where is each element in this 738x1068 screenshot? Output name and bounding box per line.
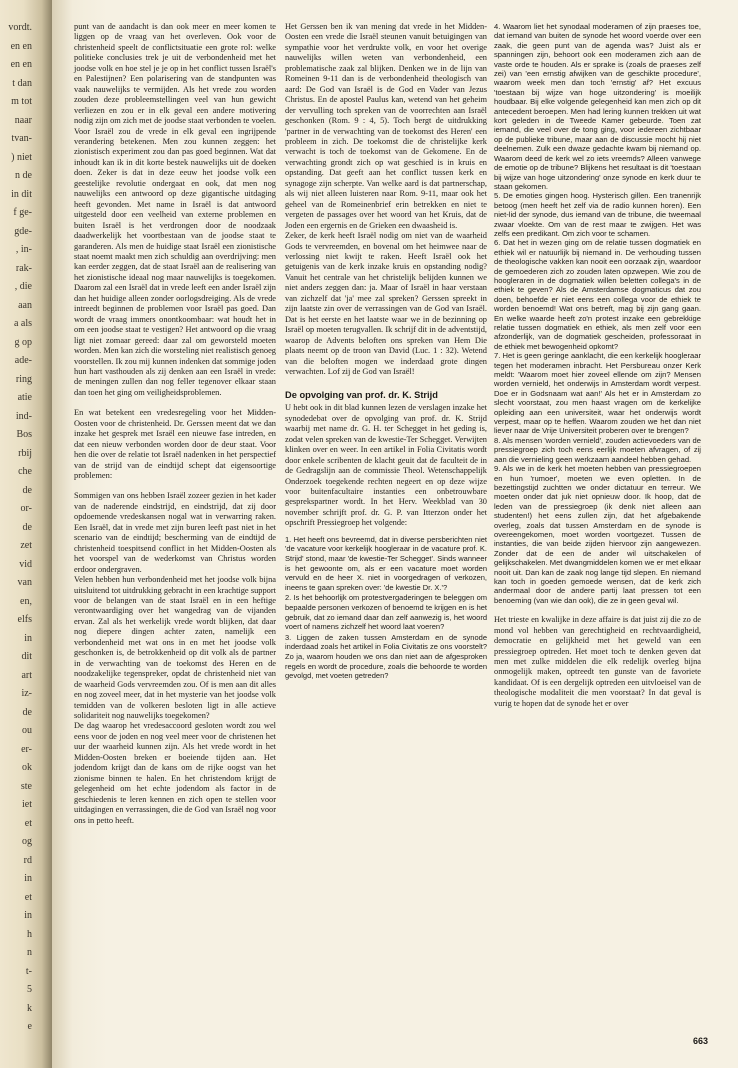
spine-fragment: g op xyxy=(14,336,32,348)
spine-fragment: er- xyxy=(21,743,32,755)
spine-fragment: or- xyxy=(20,503,32,515)
spine-fragment: in dit xyxy=(11,188,32,200)
section-heading: De opvolging van prof. dr. K. Strijd xyxy=(285,390,438,401)
spine-fragment: ou xyxy=(22,725,32,737)
spine-fragment: Bos xyxy=(16,429,32,441)
spine-fragment: ste xyxy=(20,780,32,792)
quote-item: 6. Dat het in wezen ging om de relatie tussen dogmatiek en ethiek wil er natuurlijk bij niemand in. De verhouding tussen de theologische vakken kan nooit een oorzaak zijn, waardoor de gemoederen zich zo zouden laten opzwepen. Wie zou de hoogleraren in de dogmatiek willen beletten collega's in de ethiek te geven? Als de Amsterdamse dogmaticus dat zou doen, behoefde er niet eens een collega voor de ethiek te worden benoemd! Wat ons betreft, mag bij zijn gang gaan. En welke waarde heeft zo'n protest inzake een gebrekkige relatie tussen dogmatiek en ethiek, als men zelf voor een afzonderlijk, van de dogmatiek gescheiden, professoraat in de ethiek met bewogenheid opkomt? xyxy=(494,238,701,351)
spine-fragment: h xyxy=(27,928,32,940)
quote-item: 1. Het heeft ons bevreemd, dat in diverse persberichten niet 'de vacature voor kerkelijk hoogleraar in de vacature prof. K. Strijd' stond, maar 'de kwestie-Ter Schegget'. Sinds wanneer is het gewoonte om, als er een vacature moet worden vervuld en de heer X. niet in voorgedragen of verkozen, ineens te gaan spreken over: 'de kwestie Dr. X.'? xyxy=(285,534,487,592)
spine-fragment: ade- xyxy=(14,355,32,367)
spine-fragment: a als xyxy=(13,318,32,330)
column-middle xyxy=(285,22,487,682)
spine-fragment: rbij xyxy=(18,447,32,459)
quote-item: 3. Liggen de zaken tussen Amsterdam en de synode inderdaad zoals het artikel in Folia Civitatis ze ons voorstelt? Zo ja, waarom houden we ons dan niet aan de afgesproken regels en wordt de procedure, zoals die behoorde te worden gevolgd, met voeten getreden? xyxy=(285,632,487,681)
spine-fragment: vordt. xyxy=(8,22,32,33)
quote-item: 7. Het is geen geringe aanklacht, die een kerkelijk hoogleraar tegen het moderamen inbracht. Het Persbureau onzer Kerk meldt: 'Waarom moet hier zoveel ellende om zijn? Mensen worden vernield, het onderwijs in Amsterdam wordt verpest. Doe er in Godsnaam wat aan!' Als het er in Amsterdam zo slecht voorstaat, zou men haast vragen om de kerkelijke opleiding aan een universiteit, waar het onderwijs wordt verpest, maar op te heffen. Waarom zouden we het dan niet liever naar de Vrije Universiteit proberen over te brengen? xyxy=(494,351,701,436)
spine-fragment: aan xyxy=(18,299,32,311)
spine-fragment: rak- xyxy=(15,262,32,274)
spine-fragment: en, xyxy=(20,595,32,607)
spine-fragment: iet xyxy=(22,799,32,811)
spine-fragment: k xyxy=(27,1002,32,1014)
quoted-text xyxy=(285,535,487,681)
spine-fragment: m tot xyxy=(11,96,32,108)
spine-fragment: t- xyxy=(25,965,32,977)
spine-fragment: de xyxy=(22,484,32,496)
column-right xyxy=(494,22,701,709)
quote-item: 2. Is het behoorlijk om protestvergaderingen te beleggen om bepaalde personen verkozen of benoemd te krijgen en is het gebruik, dat zo iemand daar dan zelf aanwezig is, het woord voert of namens zichzelf het woord laat voeren? xyxy=(285,593,487,632)
quoted-text xyxy=(494,22,701,605)
spine-fragment: f ge- xyxy=(13,207,32,219)
spine-fragment: elfs xyxy=(17,614,32,626)
spine-fragment: et xyxy=(24,891,32,903)
spine-fragment: ok xyxy=(22,762,32,774)
spine-fragment: naar xyxy=(14,114,32,126)
spine-fragment: che xyxy=(18,466,32,478)
spine-fragment: tvan- xyxy=(11,133,32,145)
spine-fragment: de xyxy=(22,706,32,718)
paragraph: punt van de aandacht is dan ook meer en meer komen te liggen op de vraag van het overleven. Ook voor de christenheid speelt de conflictsituatie een grote rol: welke politieke conclusies trek je uit de verbondenheid met het joodse volk en hoe stel je je op in het conflict tussen Israël's en Palestijnen? Een polarisering van de standpunten was vaak nauwelijks te vermijden. Als het vrede zou worden zouden deze probleemstellingen veel van hun gewicht verliezen en zou er in elk geval een andere motivering nodig zijn om zich met de joodse staat verbonden te voelen. Voor Israël zou de vrede in elk geval een ingrijpende verandering betekenen. Men zou kunnen zeggen: het zionistisch experiment zou dan pas goed beginnen. Wat dat inhoudt kan ik in dit korte bestek nauwelijks uit de doeken doen. Zeker is dat in deze eeuw het joodse volk een geestelijke revolutie ondergaat en ook, dat men nog nauwelijks een antwoord op deze gigantische uitdaging heeft gevonden. Met name in Israël is dat antwoord uitgesteld door een veelheid van externe problemen en buiten Israël is het verdrongen door de noodzaak daadwerkelijk het voortbestaan van de joodse staat te garanderen. Als men de huidige staat Israël een zionistische staat noemt maakt men zich schuldig aan overdrijving: men kan eerder zeggen, dat de staat Israël aan de realisering van het zionistische ideaal nog maar nauwelijks is toegekomen. Daarom zal een Israël dat in vrede leeft een ander Israël zijn dan het huidige alleen zonder oorlogsdreiging. Als de vrede intreedt beginnen de problemen voor Israël pas goed. Dan wordt de vraag immers onontkoombaar: wat houdt het in om een joodse staat te vestigen? Het antwoord op die vraag ligt niet zomaar gereed: daar zal om geworsteld moeten worden. Men kan zich die worsteling niet realistisch genoeg voorstellen. Ik zou mij kunnen indenken dat sommige joden hun hart vasthouden als zij denken aan een Israël in vrede: de meningen zullen dan nog feller tegenover elkaar staan dan toen het ging om veiligheidsproblemen. xyxy=(74,22,276,397)
spine-fragment: de xyxy=(22,521,32,533)
quote-item: 4. Waarom liet het synodaal moderamen of zijn praeses toe, dat iemand van buiten de synode het woord voerde over een zaak, die geen punt van de agenda was? Juist als er spanningen zijn, behoort ook een moderamen zich aan de vaste orde te houden. Als er sprake is (zoals de praeses zelf zei) van 'een ernstig afwijken van de geschikte procedure', waarom week men dan toch 'ernstig' af? Het excuus 'toestaan bij wijze van hoge uitzondering' is moeilijk houdbaar. Bij elke volgende gelegenheid kan men zich op dit antecedent beroepen. Men had lering kunnen trekken uit wat kort geleden in de Tweede Kamer gebeurde. Toen zat iemand, die veel over de tong ging, voor iedereen zichtbaar op de publieke tribune, maar aan de discussie mocht hij niet deelnemen. Zulk een dwaze gedachte kwam bij niemand op. Waarom deed de kerk wel zo iets vreemds? Alleen vanwege de emotie op de tribune? Blijkens het resultaat is dit 'toestaan bij wijze van hoge uitzondering' onze synode en kerk duur te staan gekomen. xyxy=(494,22,701,191)
spine-fragment: in xyxy=(24,873,32,885)
spine-fragment: ring xyxy=(15,373,32,385)
spine-fragment: in xyxy=(24,632,32,644)
paragraph: Sommigen van ons hebben Israël zozeer gezien in het kader van de naderende eindstrijd, en eindstrijd, dat zij door opdoemende vredeskansen nogal wat in verwarring raken. Een Israël, dat in vrede met zijn buren leeft past niet in het scenario van de eindtijd; bescherming van de eindtijd de christenheid toespitsend conflict in het Midden-Oosten als het voorspel van de wederkomst van Christus worden erdoor ondergraven. xyxy=(74,491,276,574)
spine-fragment: gde- xyxy=(14,225,32,237)
paragraph: En wat betekent een vredesregeling voor het Midden-Oosten voor de christenheid. Dr. Gerssen meent dat we dan inzake het gesprek met Israël een nieuwe fase intreden, en dat een nieuw verbonden worden door de deur staat. Voor hen die over de relatie tot Israël nadenken in het perspectief van de strijd van de eindtijd schept dat eigensoortige problemen: xyxy=(74,408,276,481)
spine-fragment: ) niet xyxy=(11,151,32,163)
quote-item: 5. De emoties gingen hoog. Hysterisch gillen. Een tranenrijk betoog (men heeft het zelf via de radio kunnen horen). Een niet-lid der synode, dus iemand van de tribune, die tweemaal zwaar vloekte. Om van de rest maar te zwijgen. Het was zelfs een predikant. Om zich voor te schamen. xyxy=(494,191,701,238)
spine-fragment: e xyxy=(27,1021,32,1033)
spine-fragment: en en xyxy=(10,59,32,71)
paragraph: Velen hebben hun verbondenheid met het joodse volk bijna uitsluitend tot uitdrukking gebracht in een krachtige support voor de belangen van de staat Israël en in een heftige verontwaardiging over het wangedrag van de vijanden ervan. Zal als het werkelijk vrede wordt blijken, dat daar nog diepere dingen achter zaten, namelijk een verbondenheid met wat ons in en met het joodse volk geschonken is, de betrokkenheid op dit volk als de partner in de verwachting van de toekomst des Heren en de noodzakelijke tegenspreker, opdat de christenheid niet van de waarheid Gods vervreemden zou. Of is men aan dit alles en nog zoveel meer, dat in het mysterie van het joodse volk temidden van de volkeren besloten ligt in alle actieve solidariteit nog nauwelijks toegekomen? xyxy=(74,575,276,720)
spine-fragment: et xyxy=(24,817,32,829)
spine-fragment: art xyxy=(21,669,32,681)
paragraph: Zeker, de kerk heeft Israël nodig om niet van de waarheid Gods te vervreemden, en bovenal om het heimwee naar de verlossing niet kwijt te raken. Heeft Israël ook het getuigenis van de kerk inzake kruis en opstanding nodig? Vanuit het centrale van het christelijk belijden kunnen we niet anders zeggen dan: ja. Maar of Israël in haar verstaan van zichzelf dat 'ja' mee zal spreken? Gerssen spreekt in zijn laatste zin over de verrassingen van de God van Israël. Dat is het eerste en het laatste waar we in de bezinning op Israël op moeten terugvallen. Ik schrijf dit in de adventstijd, waarop de Advents beloften ons spreken van Hem Die plaats neemt op de troon van David (Luc. 1 : 32). Wetend van die beloften mogen we inderdaad grote dingen verwachten. Lof zij de God van Israël! xyxy=(285,231,487,376)
spine-fragment: dit xyxy=(21,651,32,663)
quote-item: 9. Als we in de kerk het moeten hebben van pressiegroepen en hun 'rumoer', moeten we even opletten. In de bezettingstijd zuchtten we onder dictatuur en terreur. We moeten onder dat juk niet opnieuw door. Ik hoop, dat de leden van de pressiegroep (ik denk niet alleen aan studenten!) het eens zullen zijn, dat het afgebakende overleg, zoals dat tussen Amsterdam en de synode is overeengekomen, moet worden voortgezet. Tussen de instanties, die van beide zijden hiervoor zijn aangewezen. Zonder dat de een de ander wil uitschakelen of gelijkschakelen. Met dwangmiddelen komen we er met elkaar nooit uit. Dan kan de zaak nog lange tijd slepen. En niemand kan toch in goeden gemoede wensen, dat de kerk zich andermaal door de andere partij laat pressen tot een benoeming (van wie dan ook), die ze in geen geval wil. xyxy=(494,464,701,605)
previous-page-edge xyxy=(0,0,52,1068)
spine-fragment: og xyxy=(22,836,32,848)
spine-fragment: , in- xyxy=(15,244,32,256)
spine-fragment: vid xyxy=(19,558,32,570)
spine-fragment: n de xyxy=(15,170,32,182)
paragraph: Het Gerssen ben ik van mening dat vrede in het Midden-Oosten een vrede die Israël steunen vanuit betuigingen van sympathie voor het verdrukte volk, en voor het overige nauwelijks willen weten van verbondenheid, een problematische zaak zal blijken. Denken we in de lijn van Romeinen 9-11 dan is de verbondenheid theologisch van aard: De God van Israël is de God en Vader van Jezus Christus. En de apostel Paulus kan, wetend van het geheim der vervulling toch spreken van de voorrechten aan Israël geschonken (Rom. 9 : 4, 5). Toch bergt de uitdrukking 'partner in de verwachting van de toekomst des Heren' een probleem in zich. De toekomst die de christelijke kerk verwacht is toch de toekomst van de Gekomene. En de verwachting grondt zich op wat geschied is in kruis en opstanding. Dat geeft aan het conflict tussen kerk en synagoge zijn scherpte. Van welke aard is dat partnerschap, als wij niet alleen luisteren naar Rom. 9-11, maar ook het geheel van de Romeinenbrief erin betrekken en niet te vergeten de passages over het woord van het Kruis, dat de Joden een ergernis en de Grieken een dwaasheid is. xyxy=(285,22,487,230)
quote-item: 8. Als mensen 'worden vernield', zouden actievoeders van de pressiegroep zich toch eens eerlijk moeten afvragen, of zij aan die vernieling geen werkzaam aandeel hebben gehad. xyxy=(494,435,701,464)
paragraph: U hebt ook in dit blad kunnen lezen de verslagen inzake het synodedebat over de opvolging van prof. dr. K. Strijd waarbij met name dr. G. H. ter Schegget in het geding is, zodat velen spreken van de kwestie-Ter Schegget. Verwijten klinken over en weer. In een artikel in Folia Civitatis wordt door enkele scribenten de klacht geuit dat de faculteit de in de Gedragslijn aan de commissie Theol. Wetenschappelijk Onderzoek toegekende rechten negeert en op deze wijze voor buitenfacultaire instanties een onbetrouwbare gesprekspartner wordt. In het Herv. Weekblad van 30 november schrijft prof. dr. G. P. van Itterzon onder het opschrift Pressiegroep het volgende: xyxy=(285,403,487,528)
spine-fragment: zet xyxy=(20,540,32,552)
spine-fragment: , die xyxy=(14,281,32,293)
column-left xyxy=(74,22,276,826)
spine-fragment: en en xyxy=(10,40,32,52)
spine-fragment: in xyxy=(24,910,32,922)
paragraph: Het trieste en kwalijke in deze affaire is dat juist zij die zo de mond vol hebben van gerechtigheid en rechtvaardigheid, democratie en gelijkheid met het geweld van een pressiegroep optreden. Het moet toch te denken geven dat men met zulke middelen die elk redelijk overleg bijna onmogelijk maken, optreedt ten gunste van de favoriete kandidaat. Of is een dergelijk optreden een uitvloeisel van de theologische modaliteit die men voorstaat? In dat geval is vurig te hopen dat de synode het er over xyxy=(494,615,701,708)
spine-fragment: 5 xyxy=(27,984,32,996)
spine-fragment: atie xyxy=(17,392,32,404)
spine-fragment: n xyxy=(27,947,32,959)
journal-page xyxy=(52,0,738,1068)
spine-fragment: ind- xyxy=(15,410,32,422)
spine-fragment: t dan xyxy=(12,77,32,89)
spine-fragment: rd xyxy=(23,854,32,866)
paragraph: De dag waarop het vredesaccoord gesloten wordt zou wel eens voor de joden en nog veel meer voor de christenen het uur der waarheid kunnen zijn. Als het vrede wordt in het Midden-Oosten breken er boeiende tijden aan. Het jodendom krijgt dan de kans om de rijke oogst van het zionisme binnen te halen. En het christendom krijgt de gelegenheid om het echte jodendom als factor in de geschiedenis te leren kennen en zich open te stellen voor uitdagingen en verrassingen, die de God van Israël nog voor ons in petto heeft. xyxy=(74,721,276,825)
page-number: 663 xyxy=(692,1036,708,1046)
spine-fragment: iz- xyxy=(21,688,32,700)
spine-fragment: van xyxy=(17,577,32,589)
